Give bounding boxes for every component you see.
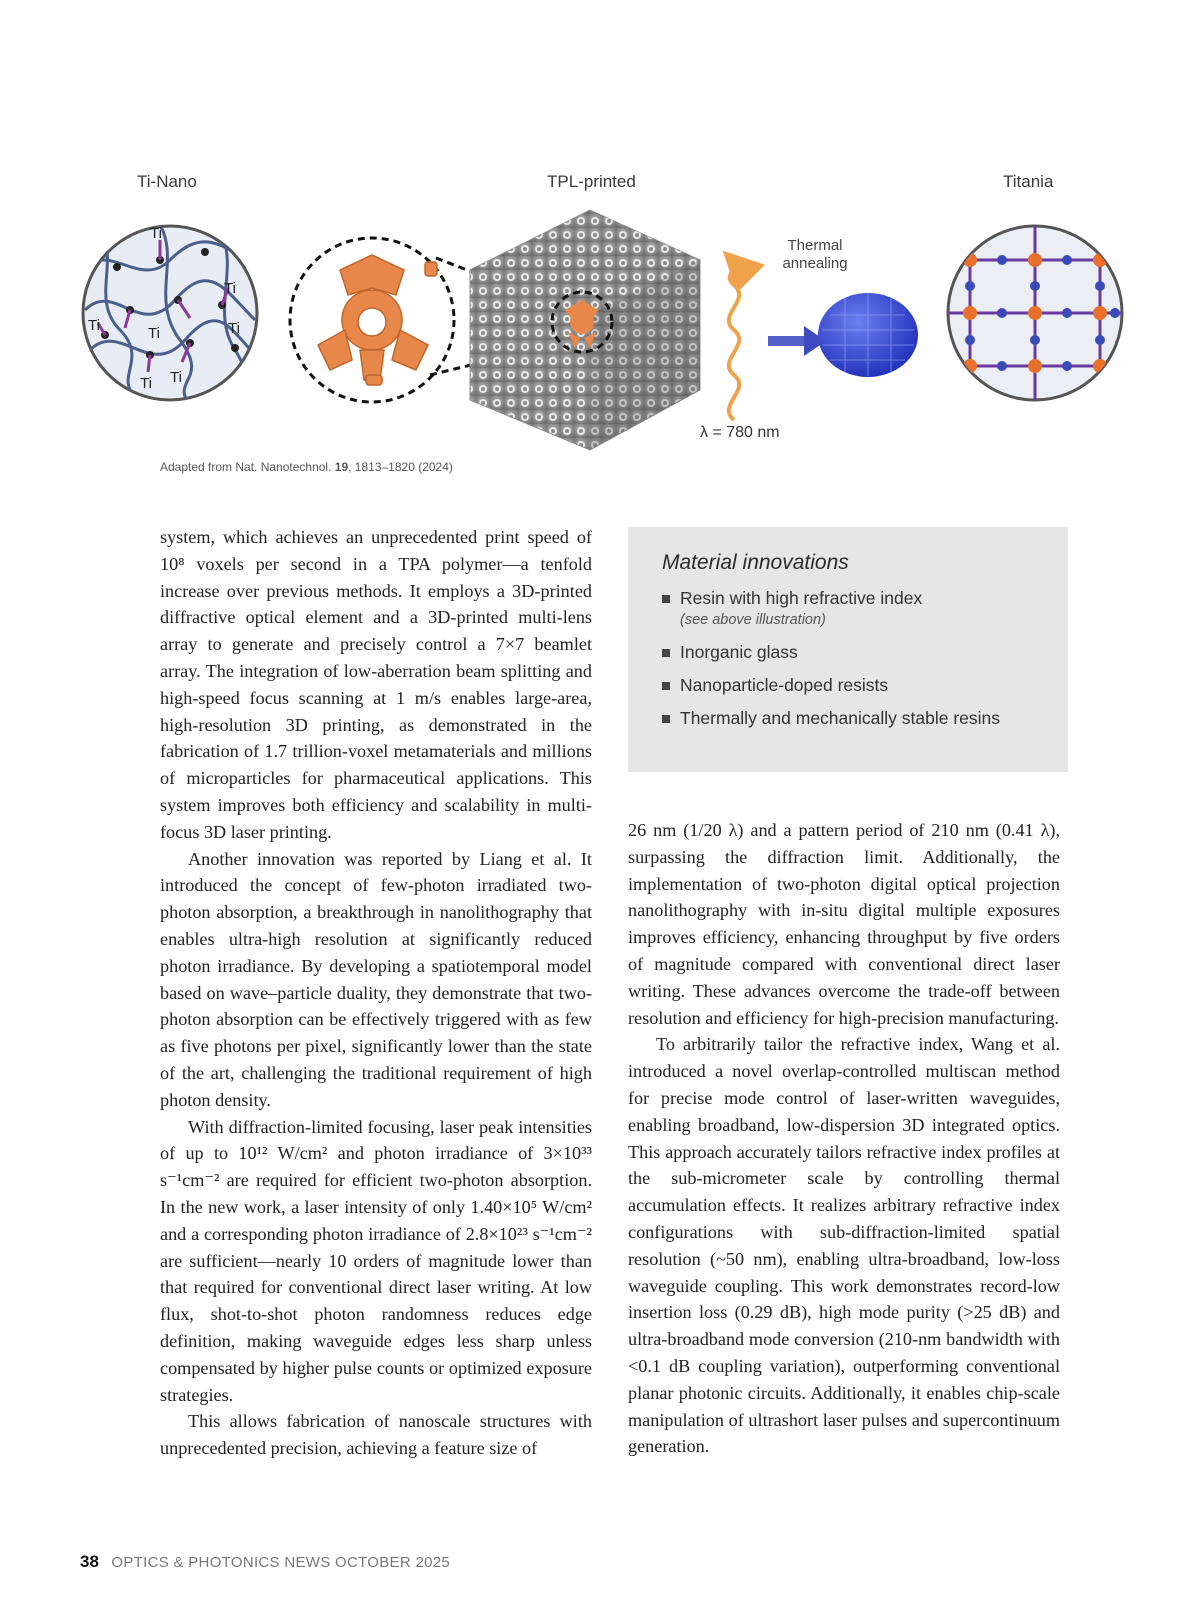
ti-atom-label: Ti	[228, 320, 240, 337]
caption-volume: 19	[334, 460, 349, 474]
page-footer	[80, 1552, 450, 1572]
body-paragraph: system, which achieves an unprecedented print speed of 10⁸ voxels per second in a TPA polymer—a tenfold increase over previous methods. It employs a 3D-printed diffractive optical element and a 3D-printed multi-lens array to generate and precisely control a 7×7 beamlet array. The integration of low-aberration beam splitting and high-speed focus scanning at 1 m/s enables large-area, high-resolution 3D printing, as demonstrated in the fabrication of 1.7 trillion-voxel metamaterials and millions of microparticles for pharmaceutical applications. This system improves both efficiency and scalability in multi-focus 3D laser printing.	[160, 527, 592, 842]
body-paragraph: Another innovation was reported by Liang et al. It introduced the concept of few-photon irradiated two-photon absorption, a breakthrough in nanolithography that enables ultra-high resolution at significantly reduced photon irradiance. By developing a spatiotemporal model based on wave–particle duality, they demonstrate that two-photon absorption can be effectively triggered with as few as five photons per pixel, significantly lower than the state of the art, challenging the traditional requirement of high photon density.	[160, 848, 592, 1110]
square-bullet-icon	[662, 715, 670, 723]
body-paragraph: This allows fabrication of nanoscale structures with unprecedented precision, achieving a feature size of	[160, 1411, 592, 1459]
sidebar-list	[662, 587, 1052, 740]
wavelength-label: λ = 780 nm	[700, 424, 780, 441]
list-item-note: (see above illustration)	[680, 612, 826, 628]
figure-caption: Adapted from Nat. Nanotechnol. 19, 1813–1820 (2024)	[160, 460, 453, 474]
figure-label-ti-nano: Ti-Nano	[137, 172, 197, 191]
list-item: Thermally and mechanically stable resins	[662, 707, 1052, 730]
body-paragraph: To arbitrarily tailor the refractive index, Wang et al. introduced a novel overlap-controlled multiscan method for precise mode control of laser-written waveguides, enabling broadband, low-dispersion 3D integrated optics. This approach accurately tailors refractive index profiles at the sub-micrometer scale by controlling thermal accumulation effects. It realizes arbitrary refractive index configurations with sub-diffraction-limited spatial resolution (~50 nm), enabling ultra-broadband, low-loss waveguide coupling. This work demonstrates record-low insertion loss (0.29 dB), high mode purity (>25 dB) and ultra-broadband mode conversion (210-nm bandwidth with <0.1 dB coupling variation), outperforming conventional planar photonic circuits. Additionally, it enables chip-scale manipulation of ultrashort laser pulses and supercontinuum generation.	[628, 1034, 1060, 1457]
list-item: Inorganic glass	[662, 641, 1052, 664]
left-text-column	[160, 524, 592, 1462]
titania-structure	[818, 293, 918, 377]
body-paragraph: With diffraction-limited focusing, laser peak intensities of up to 10¹² W/cm² and photon irradiance of 3×10³³ s⁻¹cm⁻² are required for efficient two-photon absorption. In the new work, a laser intensity of only 1.40×10⁵ W/cm² and a corresponding photon irradiance of 2.8×10²³ s⁻¹cm⁻² are sufficient—nearly 10 orders of magnitude lower than that required for conventional direct laser writing. At low flux, shot-to-shot photon randomness reduces edge definition, making waveguide edges less sharp unless compensated by higher pulse counts or optimized exposure strategies.	[160, 1116, 592, 1405]
titania-lattice	[940, 220, 1130, 410]
figure-label-tpl-printed: TPL-printed	[547, 172, 636, 191]
right-text-column	[628, 817, 1060, 1460]
figure-label-titania: Titania	[1003, 172, 1054, 191]
material-innovations-sidebar	[628, 527, 1068, 772]
list-item: Nanoparticle-doped resists	[662, 674, 1052, 697]
square-bullet-icon	[662, 649, 670, 657]
square-bullet-icon	[662, 682, 670, 690]
journal-name: OPTICS & PHOTONICS NEWS OCTOBER 2025	[111, 1554, 451, 1571]
figure-illustration	[0, 200, 1200, 460]
body-paragraph: 26 nm (1/20 λ) and a pattern period of 210 nm (0.41 λ), surpassing the diffraction limit. Additionally, the implementation of two-photon digital optical projection nanolithography with in-situ digital multiple exposures improves efficiency, enhancing throughput by five orders of magnitude compared with conventional direct laser writing. These advances overcome the trade-off between resolution and efficiency for high-precision manufacturing.	[628, 820, 1060, 1028]
list-item: Resin with high refractive index (see above illustration)	[662, 587, 1052, 631]
square-bullet-icon	[662, 595, 670, 603]
ti-nano-network	[80, 225, 260, 405]
page-number: 38	[80, 1552, 99, 1571]
annealing-label-line1: Thermal	[787, 237, 843, 254]
sidebar-title: Material innovations	[662, 551, 849, 574]
ti-atom-label: Ti	[148, 325, 160, 342]
ti-atom-label: Ti	[140, 375, 152, 392]
ti-atom-label: Ti	[88, 317, 100, 334]
ti-atom-label: Ti	[224, 280, 236, 297]
tpl-printed-lattice	[470, 210, 700, 450]
annealing-label-line2: annealing	[782, 255, 848, 272]
ti-atom-label: Ti	[150, 225, 162, 242]
ti-atom-label: Ti	[170, 369, 182, 386]
laser-beam-wave	[729, 262, 739, 420]
